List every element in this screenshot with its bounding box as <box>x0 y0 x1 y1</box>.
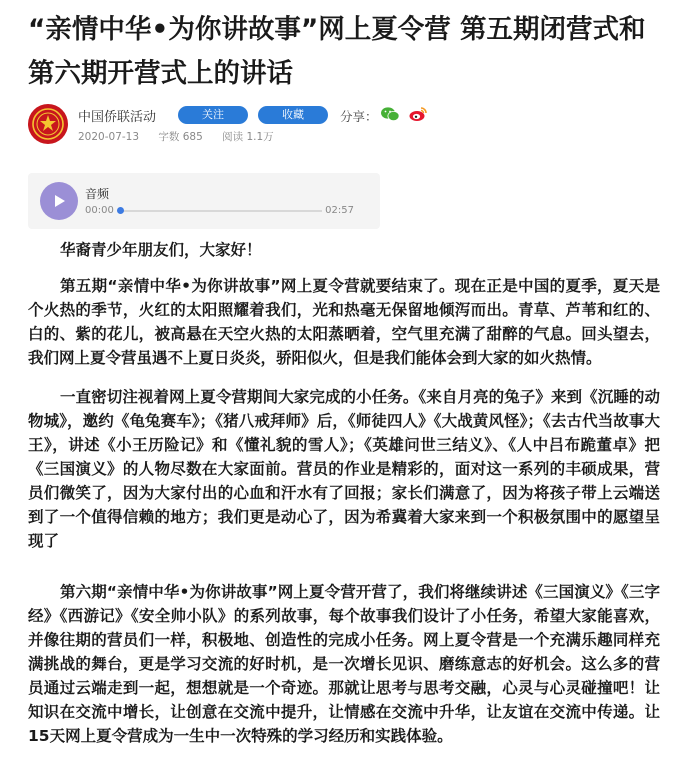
audio-title: 音频 <box>85 187 110 201</box>
article-title: “亲情中华•为你讲故事”网上夏令营 第五期闭营式和第六期开营式上的讲话 <box>28 14 646 89</box>
audio-player <box>28 173 380 229</box>
play-button[interactable] <box>40 182 78 220</box>
share-label: 分享： <box>340 109 378 124</box>
publish-date: 2020-07-13 <box>78 131 140 143</box>
article-meta <box>78 129 290 144</box>
wechat-icon[interactable] <box>380 106 400 122</box>
paragraph-1: 第五期“亲情中华•为你讲故事”网上夏令营就要结束了。现在正是中国的夏季，夏天是个火热的季节，火红的太阳照耀着我们，光和热毫无保留地倾泻而出。青草、芦苇和红的、白的、紫的花儿，被高悬在天空火热的太阳蒸晒着，空气里充满了甜醉的气息。回头望去，我们网上夏令营虽遇不上夏日炎炎，骄阳似火，但是我们能体会到大家的如火热情。 <box>28 277 660 367</box>
account-name[interactable]: 中国侨联活动 <box>78 110 157 125</box>
avatar[interactable] <box>28 104 68 144</box>
paragraph-3: 第六期“亲情中华•为你讲故事”网上夏令营开营了，我们将继续讲述《三国演义》《三字经》《西游记》《安全帅小队》的系列故事，每个故事我们设计了小任务，希望大家能喜欢，并像往期的营员们一样，积极地、创造性的完成小任务。网上夏令营是一个充满乐趣同样充满挑战的舞台，更是学习交流的好时机，是一次增长见识、磨练意志的好机会。这么多的营员通过云端走到一起，想想就是一个奇迹。那就让思考与思考交融，心灵与心灵碰撞吧！让知识在交流中增长，让创意在交流中提升，让情感在交流中升华，让友谊在交流中传递。让15天网上夏令营成为一生中一次特殊的学习经历和实践体验。 <box>28 583 660 745</box>
paragraph-2: 一直密切注视着网上夏令营期间大家完成的小任务。《来自月亮的兔子》来到《沉睡的动物城》，邀约《龟兔赛车》；《猪八戒拜师》后，《师徒四人》《大战黄风怪》；《去古代当故事大王》，讲述《小王历险记》和《懂礼貌的雪人》；《英雄问世三结义》、《人中吕布跪董卓》把《三国演义》的人物尽数在大家面前。营员的作业是精彩的，面对这一系列的丰硕成果，营员们微笑了，因为大家付出的心血和汗水有了回报；家长们满意了，因为将孩子带上云端送到了一个值得信赖的地方；我们更是动心了，因为希冀着大家来到一个积极氛围中的愿望呈现了 <box>28 388 660 550</box>
emblem-icon <box>31 107 65 141</box>
favorite-button[interactable]: 收藏 <box>258 106 328 124</box>
read-count: 阅读 1.1万 <box>222 131 274 143</box>
greeting: 华裔青少年朋友们，大家好！ <box>60 241 262 259</box>
author-bar <box>28 104 668 148</box>
audio-progress-bar[interactable] <box>120 210 322 212</box>
weibo-icon[interactable] <box>408 106 428 122</box>
word-count: 字数 685 <box>158 131 203 143</box>
audio-progress-knob[interactable] <box>117 207 124 214</box>
follow-button[interactable]: 关注 <box>178 106 248 124</box>
current-time: 00:00 <box>85 205 114 216</box>
play-icon <box>51 193 67 209</box>
duration: 02:57 <box>325 205 354 216</box>
